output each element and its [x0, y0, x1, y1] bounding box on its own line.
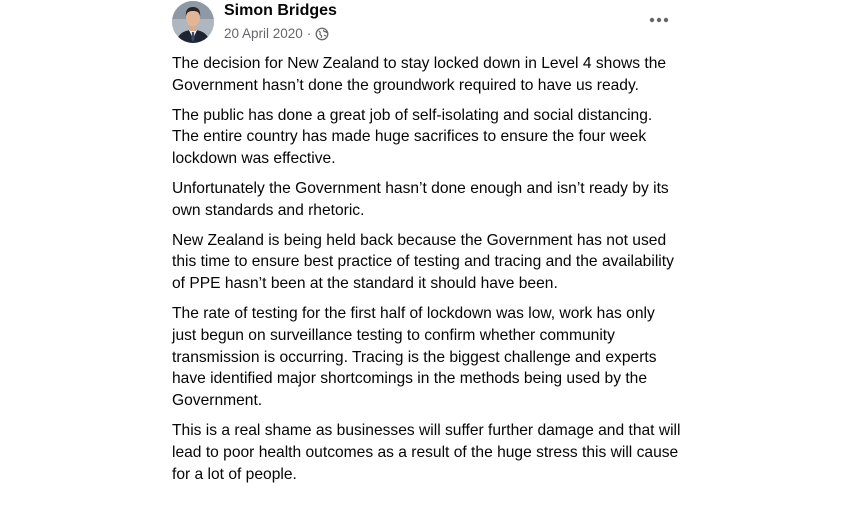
post-paragraph: This is a real shame as businesses will suffer further damage and that will lead to poor health outcomes as a result of the huge stress this will cause for a lot of people.	[172, 421, 681, 483]
more-options-button[interactable]	[646, 10, 672, 30]
post-paragraph: Unfortunately the Government hasn’t done enough and isn’t ready by its own standards and rhetoric.	[172, 179, 669, 219]
meta-separator: ·	[306, 26, 312, 41]
more-options-icon	[649, 17, 669, 23]
post-paragraph: The decision for New Zealand to stay locked down in Level 4 shows the Government hasn’t done the groundwork required to have us ready.	[172, 55, 667, 94]
post-meta	[224, 26, 329, 41]
avatar-image	[172, 1, 214, 43]
post-paragraph: The rate of testing for the first half of lockdown was low, work has only just begun on surveillance testing to confirm whether community transmission is occurring. Tracing is the biggest challenge and experts have identified major shortcomings in the methods being used by the Government.	[172, 304, 657, 410]
author-name[interactable]: Simon Bridges	[224, 2, 337, 19]
post-body	[172, 53, 682, 493]
globe-icon[interactable]	[315, 27, 329, 41]
post-paragraph: New Zealand is being held back because the Government has not used this time to ensure best practice of testing and tracing and the availability of PPE hasn’t been at the standard it should have been.	[172, 231, 674, 293]
avatar[interactable]	[172, 1, 214, 43]
post-date[interactable]: 20 April 2020	[224, 26, 303, 41]
post-paragraph: The public has done a great job of self-isolating and social distancing. The entire country has made huge sacrifices to ensure the four week lockdown was effective.	[172, 106, 653, 168]
